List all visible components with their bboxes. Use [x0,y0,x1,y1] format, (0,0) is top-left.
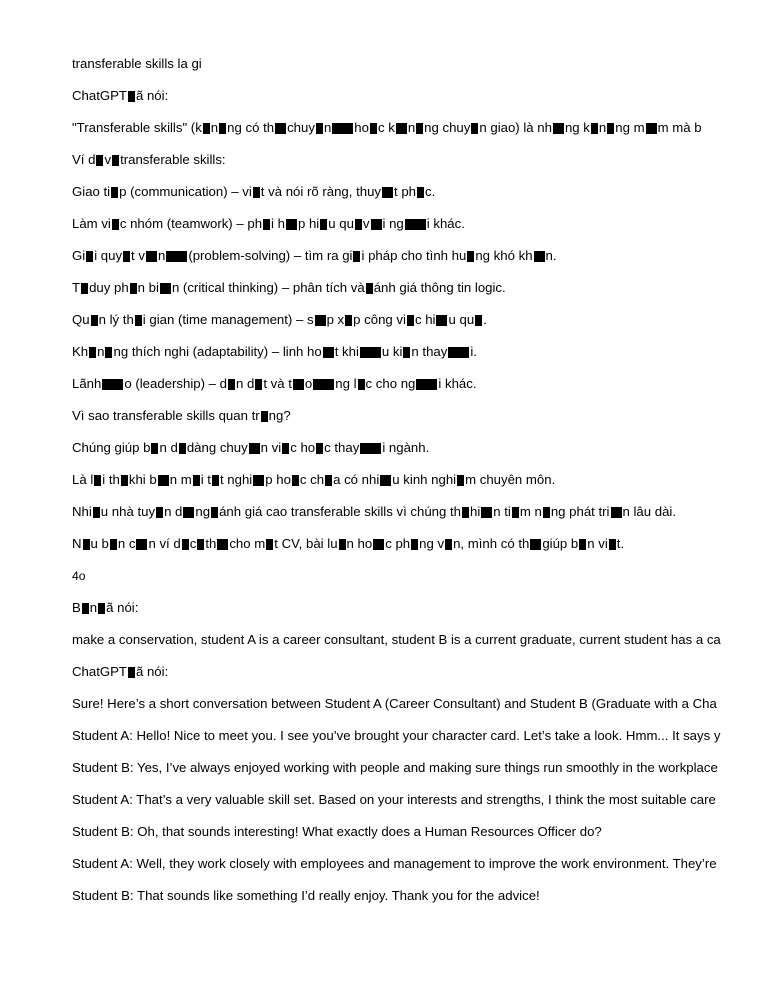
redaction-block [355,219,362,230]
redaction-block [151,443,158,454]
redaction-block [98,603,105,614]
redaction-block [416,379,437,390]
text-line-dialog-2: Student B: Yes, I’ve always enjoyed working with people and making sure things run smoothly in the workplace [72,760,718,776]
redaction-block [481,507,492,518]
text-line-offer: N u b n c n ví d c th cho m t CV, bài lu n ho c ph ng v n, mình có th giúp b n vi t. [72,536,625,552]
redaction-block [253,187,260,198]
redaction-block [512,507,519,518]
redaction-block [93,507,100,518]
text-line-dialog-4: Student B: Oh, that sounds interesting! What exactly does a Human Resources Officer do? [72,824,602,840]
redaction-block [212,475,219,486]
text-line-why-1: Chúng giúp b n d dàng chuy n vi c ho c thay i ngành. [72,440,430,456]
redaction-block [249,443,260,454]
redaction-block [543,507,550,518]
redaction-block [112,219,119,230]
redaction-block [611,507,622,518]
redaction-block [534,251,545,262]
redaction-block [219,123,226,134]
redaction-block [82,603,89,614]
redaction-block [102,379,123,390]
redaction-block [475,315,482,326]
redaction-block [332,123,353,134]
text-line-dialog-3: Student A: That’s a very valuable skill set. Based on your interests and strengths, I think the most suitable care [72,792,716,808]
redaction-block [128,667,135,678]
redaction-block [156,507,163,518]
text-line-speaker-user: B n ã nói: [72,600,139,616]
redaction-block [313,379,334,390]
redaction-block [263,219,270,230]
text-line-why-2: Là l i th khi b n m i t t nghi p ho c ch a có nhi u kinh nghi m chuyên môn. [72,472,556,488]
text-line-skill-communication: Giao ti p (communication) – vi t và nói rõ ràng, thuy t ph c. [72,184,436,200]
redaction-block [316,443,323,454]
redaction-block [89,347,96,358]
redaction-block [339,539,346,550]
redaction-block [345,315,352,326]
redaction-block [266,539,273,550]
redaction-block [255,379,262,390]
redaction-block [158,475,169,486]
redaction-block [275,123,286,134]
redaction-block [253,475,264,486]
redaction-block [146,251,157,262]
redaction-block [360,347,381,358]
text-line-why-heading: Vì sao transferable skills quan tr ng? [72,408,291,424]
redaction-block [228,379,235,390]
redaction-block [111,187,118,198]
redaction-block [81,283,88,294]
redaction-block [179,443,186,454]
redaction-block [136,539,147,550]
text-line-dialog-6: Student B: That sounds like something I’d really enjoy. Thank you for the advice! [72,888,540,904]
redaction-block [160,283,171,294]
redaction-block [282,443,289,454]
redaction-block [325,475,332,486]
redaction-block [530,539,541,550]
text-line-speaker-chatgpt-2: ChatGPT ã nói: [72,664,169,680]
redaction-block [591,123,598,134]
redaction-block [123,251,130,262]
redaction-block [579,539,586,550]
redaction-block [86,251,93,262]
text-line-skill-leadership: Lãnh o (leadership) – d n d t và t o ng l c cho ng i khác. [72,376,477,392]
redaction-block [416,123,423,134]
redaction-block [407,315,414,326]
redaction-block [96,155,103,166]
text-line-examples-heading: Ví d v transferable skills: [72,152,226,168]
text-line-speaker-chatgpt-1: ChatGPT ã nói: [72,88,169,104]
redaction-block [370,123,377,134]
redaction-block [403,347,410,358]
redaction-block [121,475,128,486]
redaction-block [203,123,210,134]
redaction-block [135,315,142,326]
redaction-block [448,347,469,358]
redaction-block [371,219,382,230]
redaction-block [436,315,447,326]
redaction-block [110,539,117,550]
redaction-block [471,123,478,134]
redaction-block [286,219,297,230]
redaction-block [445,539,452,550]
redaction-block [323,347,334,358]
text-line-prompt-2: make a conservation, student A is a career consultant, student B is a current graduate, current student has a ca [72,632,721,648]
redaction-block [293,379,304,390]
redaction-block [467,251,474,262]
redaction-block [83,539,90,550]
redaction-block [382,187,393,198]
redaction-block [316,123,323,134]
redaction-block [183,507,194,518]
text-line-skill-problem-solving: Gi i quy t v n (problem-solving) – tìm ra gi i pháp cho tình hu ng khó kh n. [72,248,557,264]
redaction-block [320,219,327,230]
redaction-block [130,283,137,294]
redaction-block [646,123,657,134]
redaction-block [193,475,200,486]
text-line-skill-time-management: Qu n lý th i gian (time management) – s p x p công vi c hi u qu . [72,312,487,328]
text-line-dialog-1: Student A: Hello! Nice to meet you. I see you’ve brought your character card. Let’s take a look. Hmm... It says y [72,728,721,744]
redaction-block [105,347,112,358]
redaction-block [373,539,384,550]
redaction-block [94,475,101,486]
redaction-block [217,539,228,550]
redaction-block [396,123,407,134]
redaction-block [417,187,424,198]
redaction-block [182,539,189,550]
redaction-block [607,123,614,134]
text-line-skill-teamwork: Làm vi c nhóm (teamwork) – ph i h p hi u qu v i ng i khác. [72,216,465,232]
redaction-block [358,379,365,390]
redaction-block [462,507,469,518]
redaction-block [91,315,98,326]
redaction-block [366,283,373,294]
redaction-block [211,507,218,518]
redaction-block [315,315,326,326]
text-line-model-tag: 4o [72,568,86,583]
text-line-skill-adaptability: Kh n ng thích nghi (adaptability) – linh ho t khi u ki n thay i. [72,344,477,360]
text-line-skill-critical-thinking: T duy ph n bi n (critical thinking) – phân tích và ánh giá thông tin logic. [72,280,506,296]
redaction-block [197,539,204,550]
redaction-block [128,91,135,102]
text-line-definition: "Transferable skills" (k n ng có th chuy n ho c k n ng chuy n giao) là nh ng k n ng m m mà b [72,120,702,136]
redaction-block [405,219,426,230]
redaction-block [411,539,418,550]
redaction-block [360,443,381,454]
text-line-dialog-5: Student A: Well, they work closely with employees and management to improve the work environment. They’re [72,856,717,872]
text-line-intro: Sure! Here’s a short conversation between Student A (Career Consultant) and Student B (Graduate with a Cha [72,696,717,712]
text-line-why-3: Nhi u nhà tuy n d ng ánh giá cao transferable skills vì chúng th hi n ti m n ng phát tri n lâu dài. [72,504,677,520]
redaction-block [353,251,360,262]
redaction-block [261,411,268,422]
redaction-block [292,475,299,486]
redaction-block [112,155,119,166]
redaction-block [166,251,187,262]
redaction-block [553,123,564,134]
redaction-block [380,475,391,486]
redaction-block [457,475,464,486]
text-line-prompt-1: transferable skills la gi [72,56,202,72]
redaction-block [609,539,616,550]
